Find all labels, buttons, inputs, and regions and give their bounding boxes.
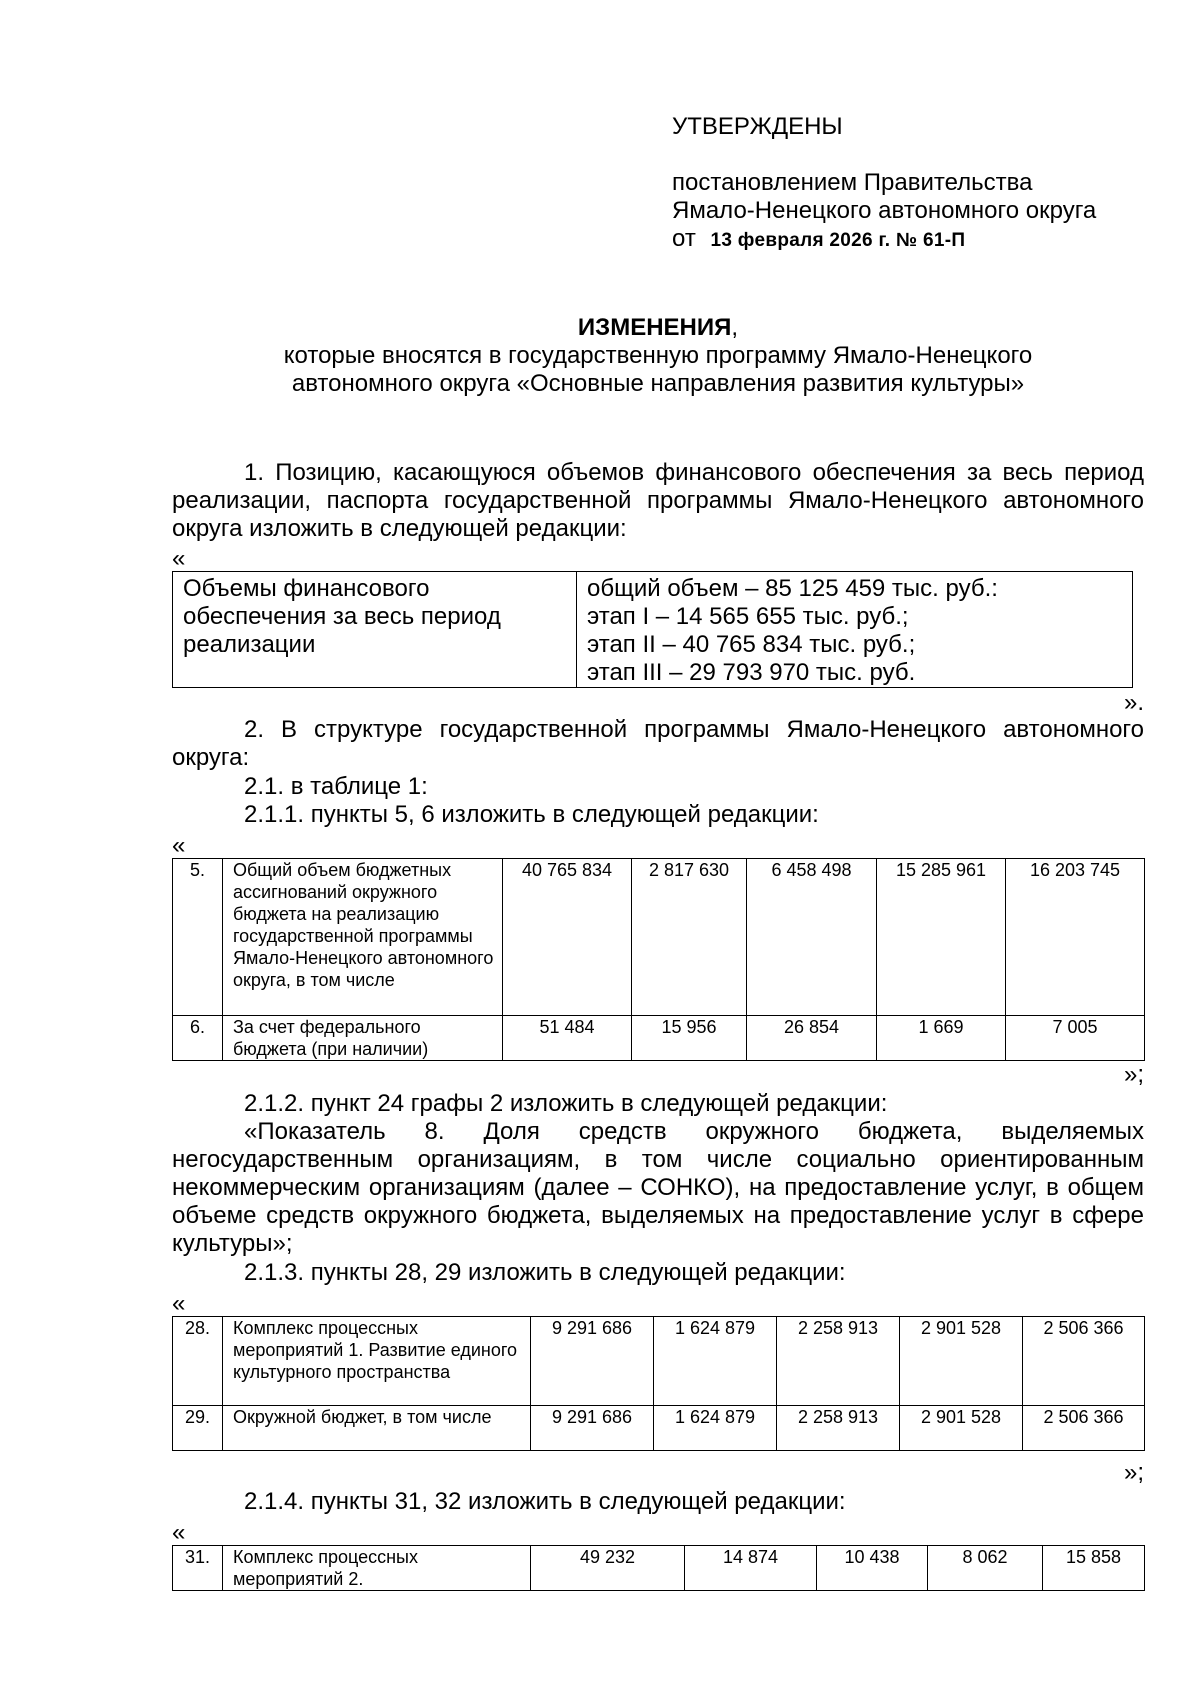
date-prefix: от xyxy=(672,225,696,252)
financing-row xyxy=(173,572,1133,688)
row-number: 6. xyxy=(173,1016,223,1061)
financing-stage-3: этап III – 29 793 970 тыс. руб. xyxy=(587,659,916,686)
row-value-4: 2 506 366 xyxy=(1023,1406,1145,1451)
title-sub-2: автономного округа «Основные направления развития культуры» xyxy=(291,370,1025,397)
row-value-1: 15 956 xyxy=(632,1016,747,1061)
row-name: Общий объем бюджетных ассигнований окружного бюджета на реализацию государственной программы Ямало-Ненецкого автономного округа, в том числе xyxy=(223,859,503,1016)
table-row xyxy=(173,1406,1145,1451)
row-value-3: 2 901 528 xyxy=(900,1317,1023,1406)
table-rows-5-6 xyxy=(172,858,1145,1061)
row-number: 31. xyxy=(173,1546,223,1591)
paragraph-1: 1. Позицию, касающуюся объемов финансового обеспечения за весь период реализации, паспорта государственной программы Ямало-Ненецкого автономного округа изложить в следующей редакции: xyxy=(172,459,1144,542)
financing-stage-2: этап II – 40 765 834 тыс. руб.; xyxy=(587,631,916,658)
row-value-total: 9 291 686 xyxy=(531,1406,654,1451)
row-value-2: 10 438 xyxy=(817,1546,928,1591)
row-value-2: 6 458 498 xyxy=(747,859,877,1016)
title-sub-1: которые вносятся в государственную программу Ямало-Ненецкого xyxy=(283,342,1033,369)
row-value-2: 2 258 913 xyxy=(777,1317,900,1406)
row-value-1: 1 624 879 xyxy=(654,1406,777,1451)
title-heading-text: ИЗМЕНЕНИЯ xyxy=(577,314,732,341)
quote-open-3: « xyxy=(172,1290,186,1317)
paragraph-2: 2. В структуре государственной программы Ямало-Ненецкого автономного округа: xyxy=(172,716,1144,771)
row-value-1: 1 624 879 xyxy=(654,1317,777,1406)
row-value-total: 51 484 xyxy=(503,1016,632,1061)
title-heading-punct: , xyxy=(731,314,739,341)
table-rows-28-29 xyxy=(172,1316,1145,1451)
row-value-2: 26 854 xyxy=(747,1016,877,1061)
row-value-4: 16 203 745 xyxy=(1006,859,1145,1016)
table-row xyxy=(173,1016,1145,1061)
row-name: За счет федерального бюджета (при наличии) xyxy=(223,1016,503,1061)
row-name: Окружной бюджет, в том числе xyxy=(223,1406,531,1451)
paragraph-2-1-3-title: 2.1.3. пункты 28, 29 изложить в следующей редакции: xyxy=(244,1259,846,1286)
approved-label: УТВЕРЖДЕНЫ xyxy=(672,113,843,140)
row-value-total: 9 291 686 xyxy=(531,1317,654,1406)
table-row xyxy=(173,859,1145,1016)
financing-values xyxy=(577,572,1133,688)
financing-table xyxy=(172,571,1133,688)
paragraph-2-1: 2.1. в таблице 1: xyxy=(244,773,428,800)
row-value-3: 15 285 961 xyxy=(877,859,1006,1016)
financing-label: Объемы финансового обеспечения за весь период реализации xyxy=(173,572,577,688)
quote-close-1: ». xyxy=(1123,689,1144,716)
row-value-1: 14 874 xyxy=(685,1546,817,1591)
quote-close-3: »; xyxy=(1123,1459,1144,1486)
row-value-total: 49 232 xyxy=(531,1546,685,1591)
title-heading xyxy=(172,314,1144,342)
financing-stage-1: этап I – 14 565 655 тыс. руб.; xyxy=(587,603,909,630)
approval-block xyxy=(672,113,1152,255)
row-value-3: 1 669 xyxy=(877,1016,1006,1061)
row-name: Комплекс процессных мероприятий 2. xyxy=(223,1546,531,1591)
paragraph-2-1-4-title: 2.1.4. пункты 31, 32 изложить в следующей редакции: xyxy=(244,1488,846,1515)
financing-total: общий объем – 85 125 459 тыс. руб.: xyxy=(587,575,998,602)
quote-open-1: « xyxy=(172,545,186,572)
row-name: Комплекс процессных мероприятий 1. Развитие единого культурного пространства xyxy=(223,1317,531,1406)
approval-line-1: постановлением Правительства xyxy=(672,169,1033,196)
row-value-4: 15 858 xyxy=(1043,1546,1145,1591)
row-number: 5. xyxy=(173,859,223,1016)
quote-open-4: « xyxy=(172,1519,186,1546)
row-number: 28. xyxy=(173,1317,223,1406)
table-row xyxy=(173,1317,1145,1406)
quote-close-2: »; xyxy=(1123,1061,1144,1088)
quote-open-2: « xyxy=(172,832,186,859)
row-value-2: 2 258 913 xyxy=(777,1406,900,1451)
row-number: 29. xyxy=(173,1406,223,1451)
row-value-4: 7 005 xyxy=(1006,1016,1145,1061)
approval-line-2: Ямало-Ненецкого автономного округа xyxy=(672,197,1097,224)
table-row xyxy=(173,1546,1145,1591)
row-value-1: 2 817 630 xyxy=(632,859,747,1016)
paragraph-2-1-2-text: «Показатель 8. Доля средств окружного бюджета, выделяемых негосударственным организациям, в том числе социально ориентированным некоммерческим организациям (далее – СОНКО), на предоставление услуг, в общем объеме средств окружного бюджета, выделяемых на предоставление услуг в сфере культуры»; xyxy=(172,1118,1144,1257)
document-title xyxy=(172,314,1144,398)
paragraph-2-1-1: 2.1.1. пункты 5, 6 изложить в следующей редакции: xyxy=(244,801,819,828)
row-value-3: 8 062 xyxy=(928,1546,1043,1591)
approval-date-line xyxy=(672,225,1152,255)
row-value-4: 2 506 366 xyxy=(1023,1317,1145,1406)
row-value-total: 40 765 834 xyxy=(503,859,632,1016)
table-row-31 xyxy=(172,1545,1145,1591)
paragraph-2-1-2-title: 2.1.2. пункт 24 графы 2 изложить в следующей редакции: xyxy=(244,1090,888,1117)
approval-date: 13 февраля 2026 г. № 61-П xyxy=(710,230,966,251)
row-value-3: 2 901 528 xyxy=(900,1406,1023,1451)
